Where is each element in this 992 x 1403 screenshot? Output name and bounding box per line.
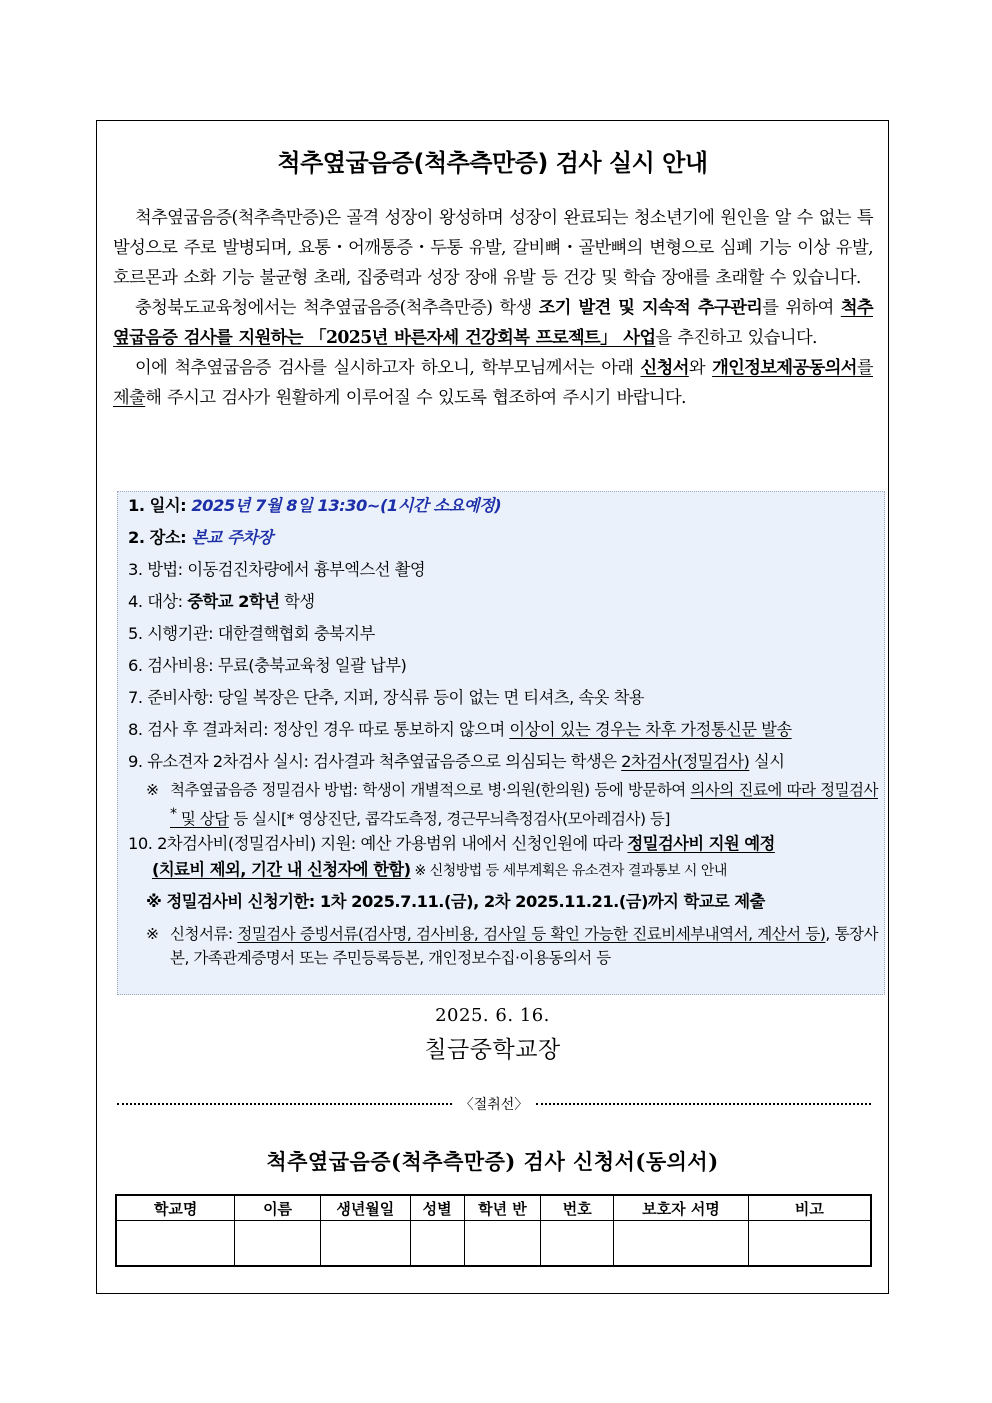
emphasis-project: 척추옆굽음증 검사를 지원하는 「2025년 바른자세 건강회복 프로젝트」 사업 — [113, 298, 873, 348]
detail-exam-cost-support — [128, 831, 878, 884]
detail-result-emphasis: 이상이 있는 경우는 차후 가정통신문 발송 — [509, 720, 792, 739]
text: 실시 — [749, 752, 785, 771]
notice-date: 2025. 6. 16. — [435, 1005, 550, 1026]
footnote-mark: * — [170, 806, 177, 822]
detail-place-value: 본교 주차장 — [191, 528, 273, 547]
detail-target — [128, 588, 315, 612]
detail-support-emphasis: 정밀검사비 지원 예정 — [627, 834, 775, 853]
gender-input-cell[interactable] — [410, 1221, 464, 1267]
text: 8. 검사 후 결과처리: 정상인 경우 따로 통보하지 않으며 — [128, 720, 510, 739]
text: 신청서류: — [170, 925, 238, 943]
text: 해 주시고 검사가 원활하게 이루어질 수 있도록 협조하여 주시기 바랍니다. — [145, 388, 686, 408]
deadline-notice: ※ 정밀검사비 신청기한: 1차 2025.7.11.(금), 2차 2025.11.21.(금)까지 학교로 제출 — [146, 892, 765, 911]
detail-support-condition: (치료비 제외, 기간 내 신청자에 한함) — [152, 860, 411, 879]
column-header-name: 이름 — [235, 1195, 321, 1221]
paragraph-request — [113, 353, 873, 413]
detail-second-exam — [128, 748, 784, 772]
school-input-cell[interactable] — [116, 1221, 235, 1267]
dotted-line-left — [117, 1103, 452, 1105]
column-header-birthdate: 생년월일 — [320, 1195, 410, 1221]
detail-method: 3. 방법: 이동검진차량에서 흉부엑스선 촬영 — [128, 560, 426, 579]
detail-agency: 5. 시행기관: 대한결핵협회 충북지부 — [128, 624, 375, 643]
note-documents — [146, 922, 878, 970]
dotted-line-right — [536, 1103, 871, 1105]
detail-support-note: ※ 신청방법 등 세부계획은 유소견자 결과통보 시 안내 — [410, 863, 727, 879]
text: 의사의 진료에 따라 정밀검사 — [690, 781, 878, 799]
note-exam-method — [146, 778, 878, 831]
text: 을 추진하고 있습니다. — [655, 328, 817, 348]
text: 와 — [688, 358, 713, 378]
note-mark: ※ — [146, 925, 159, 943]
text: , 통장사본, 가족관계증명서 또는 주민등록등본, 개인정보수집·이용동의서 등 — [170, 925, 879, 967]
detail-target-value: 중학교 2학년 — [187, 592, 280, 611]
text: 충청북도교육청에서는 척추옆굽음증(척추측만증) 학생 — [135, 298, 539, 318]
column-header-remarks: 비고 — [748, 1195, 871, 1221]
column-header-number: 번호 — [541, 1195, 614, 1221]
column-header-grade-class: 학년 반 — [464, 1195, 541, 1221]
detail-date — [128, 492, 501, 516]
detail-label: 1. 일시: — [128, 496, 192, 515]
detail-place — [128, 524, 273, 548]
column-header-guardian-signature: 보호자 서명 — [614, 1195, 749, 1221]
emphasis-submit: 를 제출 — [113, 358, 873, 408]
details-box — [117, 491, 885, 995]
emphasis-consent: 개인정보제공동의서 — [712, 358, 857, 378]
name-input-cell[interactable] — [235, 1221, 321, 1267]
text: 이에 척추옆굽음증 검사를 실시하고자 하오니, 학부모님께서는 아래 — [135, 358, 641, 378]
text: 등 실시[* 영상진단, 콥각도측정, 경근무늬측정검사(모아레검사) 등] — [228, 810, 670, 829]
text: 척추옆굽음증 정밀검사 방법: 학생이 개별적으로 병·의원(한의원) 등에 방문하여 — [170, 781, 691, 799]
principal-signature: 칠금중학교장 — [424, 1037, 561, 1063]
column-header-gender: 성별 — [410, 1195, 464, 1221]
note-mark: ※ — [146, 781, 159, 799]
notice-frame — [96, 120, 889, 1294]
form-title: 척추옆굽음증(척추측만증) 검사 신청서(동의서) — [266, 1149, 719, 1174]
detail-preparation: 7. 준비사항: 당일 복장은 단추, 지퍼, 장식류 등이 없는 면 티셔츠, 속옷 착용 — [128, 688, 645, 707]
text: 및 상담 — [176, 810, 229, 829]
detail-date-value: 2025년 7월 8일 13:30~(1시간 소요예정) — [191, 496, 502, 515]
detail-result — [128, 716, 792, 740]
guardian-signature-cell[interactable] — [614, 1221, 749, 1267]
remarks-cell[interactable] — [748, 1221, 871, 1267]
cut-line — [117, 1091, 871, 1117]
number-input-cell[interactable] — [541, 1221, 614, 1267]
text: 10. 2차검사비(정밀검사비) 지원: 예산 가용범위 내에서 신청인원에 따라 — [128, 834, 628, 853]
detail-cost: 6. 검사비용: 무료(충북교육청 일괄 납부) — [128, 656, 407, 675]
note-text — [146, 922, 878, 970]
note-emphasis: 정밀검사 증빙서류(검사명, 검사비용, 검사일 등 확인 가능한 진료비세부내역서, 계산서 등) — [237, 925, 826, 943]
notice-title: 척추옆굽음증(척추측만증) 검사 실시 안내 — [277, 149, 708, 177]
birthdate-input-cell[interactable] — [320, 1221, 410, 1267]
paragraph-program — [113, 293, 873, 353]
column-header-school: 학교명 — [116, 1195, 235, 1221]
paragraph-intro: 척추옆굽음증(척추측만증)은 골격 성장이 왕성하며 성장이 완료되는 청소년기에 원인을 알 수 없는 특발성으로 주로 발병되며, 요통・어깨통증・두통 유발, 갈비뼈・골반뼈의 변형으로 심폐 기능 이상 유발, 호르몬과 소화 기능 불균형 초래, 집중력과 성장 장애 유발 등 건강 및 학습 장애를 초래할 수 있습니다. — [113, 208, 873, 288]
emphasis-application: 신청서 — [640, 358, 689, 378]
cut-line-label: 〈절취선〉 — [459, 1097, 529, 1113]
text: 학생 — [279, 592, 315, 611]
text: 9. 유소견자 2차검사 실시: 검사결과 척추옆굽음증으로 의심되는 학생은 — [128, 752, 622, 771]
detail-second-exam-emphasis: 2차검사(정밀검사) — [621, 752, 750, 771]
detail-label: 2. 장소: — [128, 528, 192, 547]
notice-body — [113, 203, 873, 413]
text: 를 위하여 — [762, 298, 841, 318]
emphasis-early-detection: 조기 발견 및 지속적 추구관리 — [538, 298, 763, 318]
note-text — [146, 778, 878, 831]
detail-label: 4. 대상: — [128, 592, 188, 611]
table-row — [116, 1221, 871, 1267]
table-header-row — [116, 1195, 871, 1221]
application-table — [115, 1194, 872, 1267]
grade-class-input-cell[interactable] — [464, 1221, 541, 1267]
